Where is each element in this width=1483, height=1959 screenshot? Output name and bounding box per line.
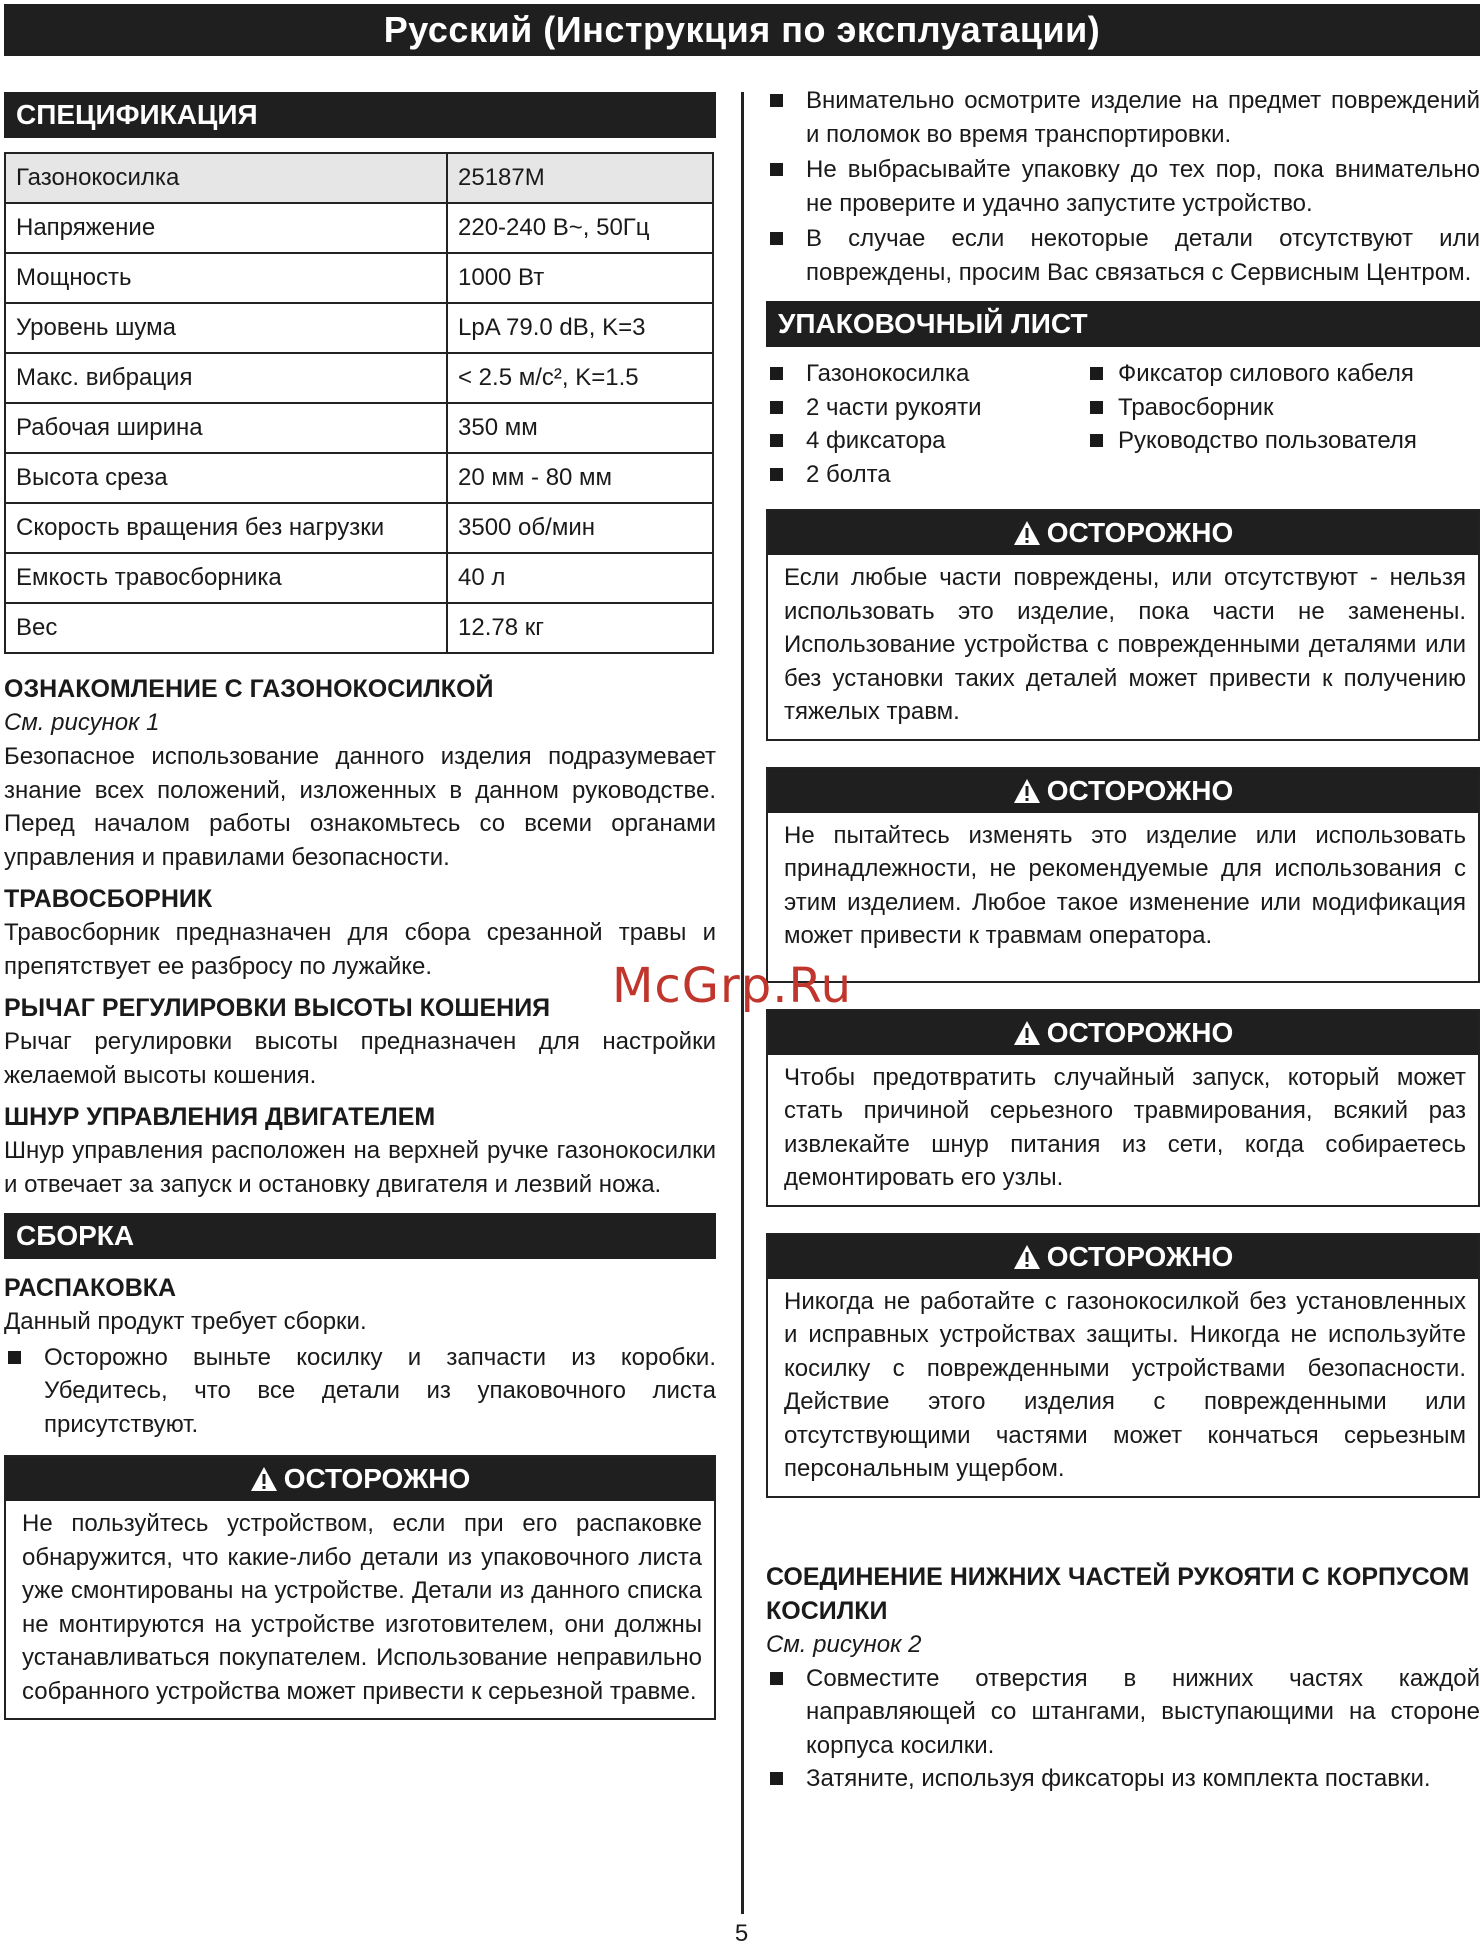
spec-key: Емкость травосборника — [5, 553, 447, 603]
handle-heading: СОЕДИНЕНИЕ НИЖНИХ ЧАСТЕЙ РУКОЯТИ С КОРПУСОМ КОСИЛКИ — [766, 1562, 1470, 1625]
list-item-text: Затяните, используя фиксаторы из комплекта поставки. — [806, 1765, 1431, 1792]
list-item — [1086, 391, 1480, 425]
spec-heading: СПЕЦИФИКАЦИЯ — [4, 92, 716, 138]
warning-label: ОСТОРОЖНО — [1046, 517, 1234, 548]
list-item — [766, 153, 1480, 220]
list-item — [1086, 357, 1480, 391]
bullet-square-icon — [1090, 367, 1103, 380]
warning-triangle-icon — [250, 1466, 278, 1492]
bullet-square-icon — [770, 468, 783, 481]
height-lever-text: Рычаг регулировки высоты предназначен для настройки желаемой высоты кошения. — [4, 1028, 716, 1089]
list-item-text: Газонокосилка — [806, 360, 970, 387]
warning-triangle-icon — [1013, 1020, 1041, 1046]
warning-label: ОСТОРОЖНО — [1046, 1240, 1234, 1272]
intro-heading: ОЗНАКОМЛЕНИЕ С ГАЗОНОКОСИЛКОЙ — [4, 675, 494, 703]
spec-row — [5, 403, 713, 453]
spec-row — [5, 453, 713, 503]
list-item-text: Совместите отверстия в нижних частях каждой направляющей со штангами, выступающими на стороне корпуса косилки. — [806, 1664, 1480, 1759]
warning-box — [4, 1455, 716, 1720]
spec-row — [5, 303, 713, 353]
list-item — [766, 458, 1086, 492]
bullet-square-icon — [770, 434, 783, 447]
warning-triangle-icon — [1013, 778, 1041, 804]
spec-value: 3500 об/мин — [447, 503, 713, 553]
assembly-heading: СБОРКА — [4, 1213, 716, 1259]
unpacking-list — [4, 1341, 716, 1442]
spec-row — [5, 603, 713, 653]
spec-key: Вес — [5, 603, 447, 653]
packing-col-1 — [766, 357, 1086, 491]
list-item-text: Руководство пользователя — [1118, 427, 1417, 454]
handle-figure-ref: См. рисунок 2 — [766, 1630, 922, 1658]
warning-header — [6, 1457, 714, 1501]
grass-catcher-text: Травосборник предназначен для сбора срезанной травы и препятствует ее разбросу по лужайке. — [4, 919, 716, 980]
intro-figure-ref: См. рисунок 1 — [4, 709, 160, 736]
intro-text: Безопасное использование данного изделия подразумевает знание всех положений, изложенных в данном руководстве. Перед началом работы ознакомьтесь со всеми органами управления и правилами безопасности. — [4, 743, 716, 871]
warning-header — [768, 769, 1478, 813]
list-item — [766, 357, 1086, 391]
page-number: 5 — [734, 1920, 749, 1947]
spec-table — [4, 152, 714, 654]
list-item — [766, 222, 1480, 289]
bullet-square-icon — [770, 94, 783, 107]
list-item — [4, 1341, 716, 1442]
spec-key: Газонокосилка — [5, 153, 447, 203]
grass-catcher-heading: ТРАВОСБОРНИК — [4, 885, 213, 913]
warning-label: ОСТОРОЖНО — [1046, 774, 1234, 806]
list-item-text: Фиксатор силового кабеля — [1118, 360, 1414, 387]
page-title: Русский (Инструкция по эксплуатации) — [4, 4, 1480, 56]
spec-value: 40 л — [447, 553, 713, 603]
bullet-square-icon — [770, 1672, 783, 1685]
warning-triangle-icon — [1013, 1244, 1041, 1270]
left-column — [4, 92, 716, 1720]
warning-text: Чтобы предотвратить случайный запуск, который может стать причиной серьезного травмирования, всякий раз извлекайте шнур питания из сети, когда собираетесь демонтировать его узлы. — [784, 1063, 1466, 1191]
spec-value: 220-240 В~, 50Гц — [447, 203, 713, 253]
right-column — [766, 84, 1480, 1796]
warning-box — [766, 509, 1480, 741]
spec-key: Напряжение — [5, 203, 447, 253]
inspection-list — [766, 84, 1480, 289]
list-item-text: Внимательно осмотрите изделие на предмет повреждений и поломок во время транспортировки. — [806, 87, 1480, 148]
spec-key: Макс. вибрация — [5, 353, 447, 403]
bullet-square-icon — [770, 232, 783, 245]
unpacking-text: Данный продукт требует сборки. — [4, 1308, 367, 1335]
warning-box — [766, 767, 1480, 983]
handle-list — [766, 1662, 1480, 1796]
packing-col-2 — [1086, 357, 1480, 491]
bullet-square-icon — [8, 1351, 21, 1364]
unpacking-heading: РАСПАКОВКА — [4, 1274, 177, 1302]
warning-text: Не пользуйтесь устройством, если при его распаковке обнаружится, что какие-либо детали из упаковочного листа уже смонтированы на устройстве. Детали из данного списка не монтируются на устройстве изготовителем, они должны устанавливаться покупателем. Использование неправильно собранного устройства может привести к серьезной травме. — [22, 1510, 702, 1705]
list-item-text: Осторожно выньте косилку и запчасти из коробки. Убедитесь, что все детали из упаковочного листа присутствуют. — [44, 1343, 716, 1438]
list-item-text: 2 болта — [806, 460, 891, 488]
spec-row — [5, 153, 713, 203]
spec-value: 25187M — [447, 153, 713, 203]
spec-key: Рабочая ширина — [5, 403, 447, 453]
list-item — [766, 391, 1086, 425]
spec-value: LpA 79.0 dB, K=3 — [447, 303, 713, 353]
spec-key: Уровень шума — [5, 303, 447, 353]
spec-row — [5, 503, 713, 553]
spec-value: 1000 Вт — [447, 253, 713, 303]
warning-text: Никогда не работайте с газонокосилкой без установленных и исправных устройствах защиты. Никогда не используйте косилку с поврежденными устройствами безопасности. Действие этого изделия с поврежденными или отсутствующими частями может кончаться серьезным персональным ущербом. — [784, 1287, 1466, 1482]
warning-triangle-icon — [1013, 520, 1041, 546]
watermark: McGrp.Ru — [612, 958, 853, 1014]
warning-text: Если любые части повреждены, или отсутствуют - нельзя использовать это изделие, пока части не заменены. Использование устройства с поврежденными деталями или без установки таких деталей может привести к получению тяжелых травм. — [784, 564, 1466, 725]
spec-key: Мощность — [5, 253, 447, 303]
spec-value: 12.78 кг — [447, 603, 713, 653]
spec-row — [5, 203, 713, 253]
list-item — [766, 1762, 1480, 1796]
warning-box — [766, 1009, 1480, 1207]
warning-label: ОСТОРОЖНО — [1046, 1016, 1234, 1048]
warning-header — [768, 511, 1478, 555]
list-item-text: В случае если некоторые детали отсутствуют или повреждены, просим Вас связаться с Сервисным Центром. — [806, 225, 1480, 286]
list-item-text: Травосборник — [1118, 393, 1274, 421]
packing-heading: УПАКОВОЧНЫЙ ЛИСТ — [766, 301, 1480, 347]
bullet-square-icon — [1090, 434, 1103, 447]
list-item — [766, 424, 1086, 458]
warning-text: Не пытайтесь изменять это изделие или использовать принадлежности, не рекомендуемые для использования с этим изделием. Любое такое изменение или модификация может привести к травмам оператора. — [784, 821, 1466, 949]
list-item-text: 2 части рукояти — [806, 393, 982, 421]
spec-value: 350 мм — [447, 403, 713, 453]
list-item — [1086, 424, 1480, 458]
bullet-square-icon — [1090, 401, 1103, 414]
list-item — [766, 1662, 1480, 1763]
warning-label: ОСТОРОЖНО — [283, 1463, 471, 1494]
height-lever-heading: РЫЧАГ РЕГУЛИРОВКИ ВЫСОТЫ КОШЕНИЯ — [4, 994, 551, 1022]
bullet-square-icon — [770, 163, 783, 176]
packing-list — [766, 357, 1480, 491]
spec-row — [5, 553, 713, 603]
bullet-square-icon — [770, 367, 783, 380]
spec-row — [5, 353, 713, 403]
warning-header — [768, 1011, 1478, 1055]
warning-box — [766, 1233, 1480, 1498]
control-cord-heading: ШНУР УПРАВЛЕНИЯ ДВИГАТЕЛЕМ — [4, 1103, 436, 1131]
list-item-text: Не выбрасывайте упаковку до тех пор, пока внимательно не проверите и удачно запустите устройство. — [806, 156, 1480, 217]
spec-key: Высота среза — [5, 453, 447, 503]
list-item — [766, 84, 1480, 151]
spec-value: 20 мм - 80 мм — [447, 453, 713, 503]
bullet-square-icon — [770, 401, 783, 414]
list-item-text: 4 фиксатора — [806, 427, 946, 454]
spec-value: < 2.5 м/с², K=1.5 — [447, 353, 713, 403]
bullet-square-icon — [770, 1772, 783, 1785]
control-cord-text: Шнур управления расположен на верхней ручке газонокосилки и отвечает за запуск и остановку двигателя и лезвий ножа. — [4, 1137, 716, 1198]
spec-key: Скорость вращения без нагрузки — [5, 503, 447, 553]
spec-row — [5, 253, 713, 303]
warning-header — [768, 1235, 1478, 1279]
